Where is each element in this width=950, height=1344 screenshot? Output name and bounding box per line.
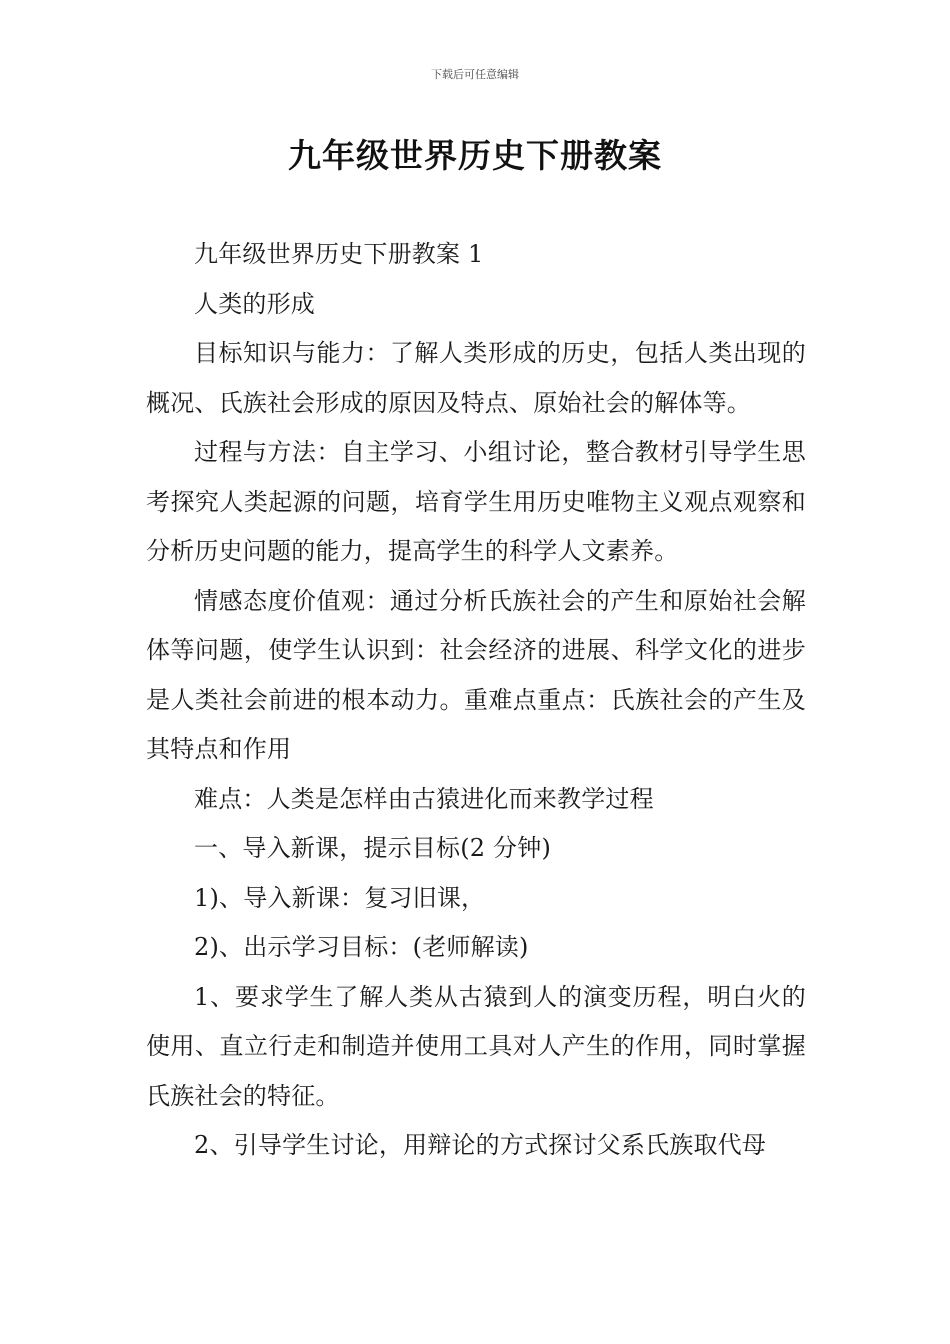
paragraph-subheading: 人类的形成: [194, 289, 315, 318]
document-title: 九年级世界历史下册教案: [288, 136, 662, 175]
header-note: 下载后可任意编辑: [431, 68, 519, 81]
paragraph-goal-knowledge: 目标知识与能力：了解人类形成的历史，包括人类出现的概况、氏族社会形成的原因及特点、原始社会的解体等。: [146, 339, 806, 417]
paragraph-section-1: 一、导入新课，提示目标(2 分钟): [194, 834, 552, 862]
paragraph-goal-2: 2、引导学生讨论，用辩论的方式探讨父系氏族取代母: [194, 1131, 767, 1159]
paragraph-item-1: 1)、导入新课：复习旧课，: [194, 883, 486, 912]
paragraph-goal-1: 1、要求学生了解人类从古猿到人的演变历程，明白火的使用、直立行走和制造并使用工具对人产生的作用，同时掌握氏族社会的特征。: [146, 982, 806, 1110]
document-body: [146, 230, 806, 1171]
paragraph-difficulty: 难点：人类是怎样由古猿进化而来教学过程: [194, 784, 654, 813]
paragraph-item-2: 2)、出示学习目标：(老师解读): [194, 933, 529, 961]
paragraph-process-method: 过程与方法：自主学习、小组讨论，整合教材引导学生思考探究人类起源的问题，培育学生用历史唯物主义观点观察和分析历史问题的能力，提高学生的科学人文素养。: [146, 438, 806, 565]
paragraph-heading: 九年级世界历史下册教案 1: [194, 240, 484, 268]
paragraph-emotion-values: 情感态度价值观：通过分析氏族社会的产生和原始社会解体等问题，使学生认识到：社会经济的进展、科学文化的进步是人类社会前进的根本动力。重难点重点：氏族社会的产生及其特点和作用: [146, 586, 806, 763]
